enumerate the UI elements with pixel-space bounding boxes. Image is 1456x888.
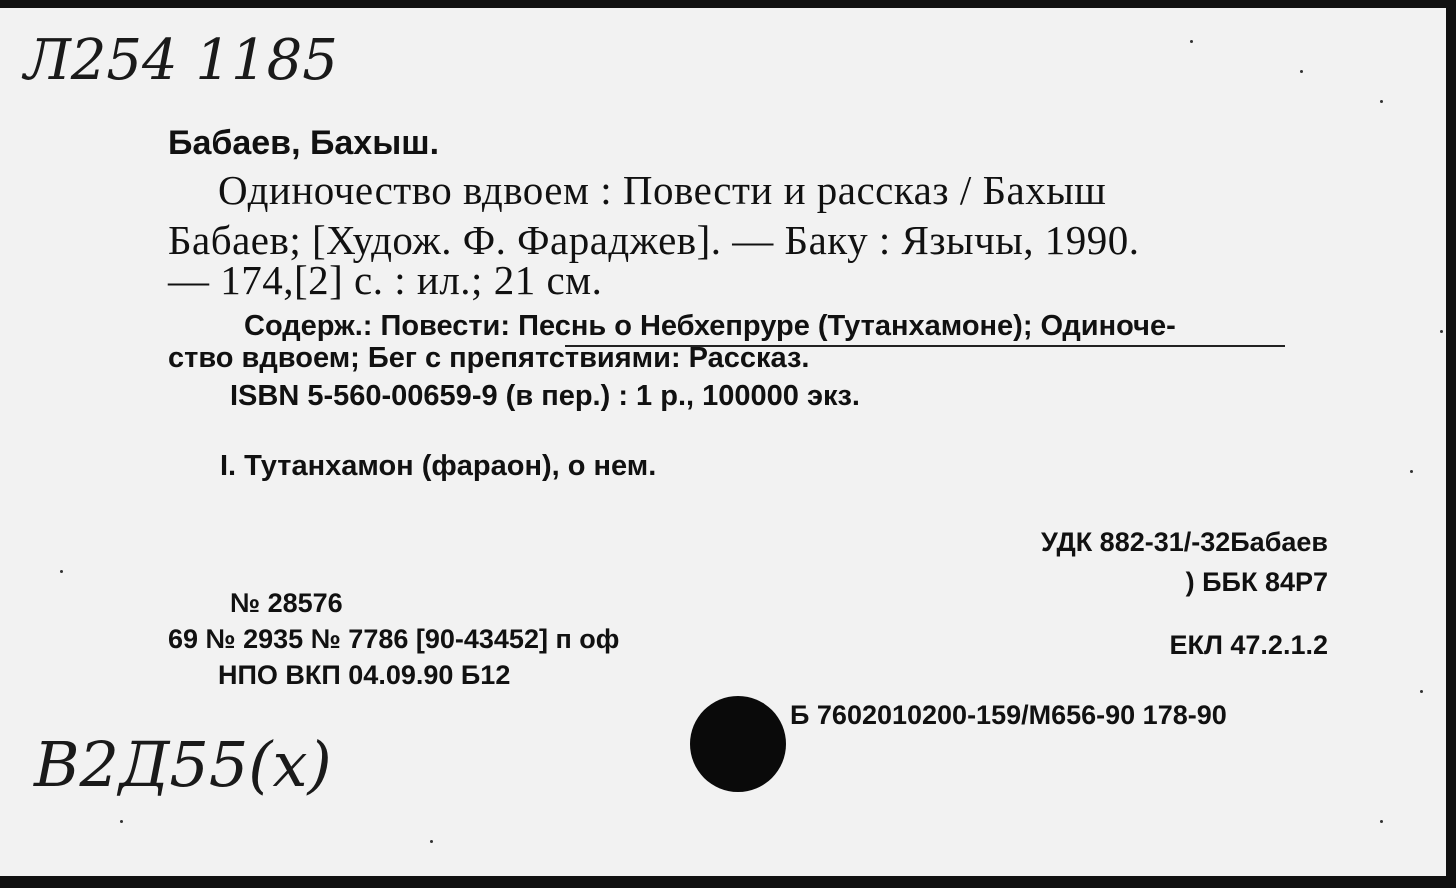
- isbn-line: ISBN 5-560-00659-9 (в пер.) : 1 р., 100000 экз.: [230, 380, 860, 412]
- card-edge-right: [1446, 0, 1456, 888]
- card-edge-top: [0, 0, 1456, 8]
- card-edge-bottom: [0, 876, 1456, 888]
- scan-speck: [120, 820, 123, 823]
- scan-speck: [430, 840, 433, 843]
- scan-speck: [1300, 70, 1303, 73]
- bottom-code: Б 7602010200-159/М656-90 178-90: [790, 700, 1227, 730]
- scan-speck: [1410, 470, 1413, 473]
- title-line-2: Бабаев; [Худож. Ф. Фараджев]. — Баку : Язычы, 1990.: [168, 217, 1140, 263]
- punch-hole: [690, 696, 786, 792]
- card-number: № 28576: [230, 588, 343, 618]
- print-info-line-3: НПО ВКП 04.09.90 Б12: [218, 660, 511, 690]
- title-line-1: Одиночество вдвоем : Повести и рассказ / Бахыш: [218, 167, 1107, 213]
- author-heading: Бабаев, Бахыш.: [168, 124, 440, 162]
- print-info-line-2: 69 № 2935 № 7786 [90-43452] п оф: [168, 624, 620, 654]
- handwritten-inventory-mark: В2Д55(х): [34, 728, 332, 801]
- scan-speck: [1190, 40, 1193, 43]
- handwritten-shelf-mark: Л254 1185: [24, 28, 338, 93]
- contents-line-1: Содерж.: Повести: Песнь о Небхепруре (Тутанхамоне); Одиноче-: [244, 310, 1176, 342]
- scan-speck: [60, 570, 63, 573]
- contents-line-2: ство вдвоем; Бег с препятствиями: Рассказ.: [168, 342, 810, 374]
- udk-code: УДК 882-31/-32Бабаев: [1041, 527, 1328, 557]
- subject-heading: I. Тутанхамон (фараон), о нем.: [220, 450, 657, 482]
- scan-speck: [1380, 100, 1383, 103]
- title-line-3: — 174,[2] с. : ил.; 21 см.: [168, 257, 603, 303]
- ekl-code: ЕКЛ 47.2.1.2: [1169, 630, 1328, 660]
- scan-speck: [1380, 820, 1383, 823]
- scan-speck: [1420, 690, 1423, 693]
- bbk-code: ) ББК 84Р7: [1185, 567, 1328, 597]
- scan-speck: [1440, 330, 1443, 333]
